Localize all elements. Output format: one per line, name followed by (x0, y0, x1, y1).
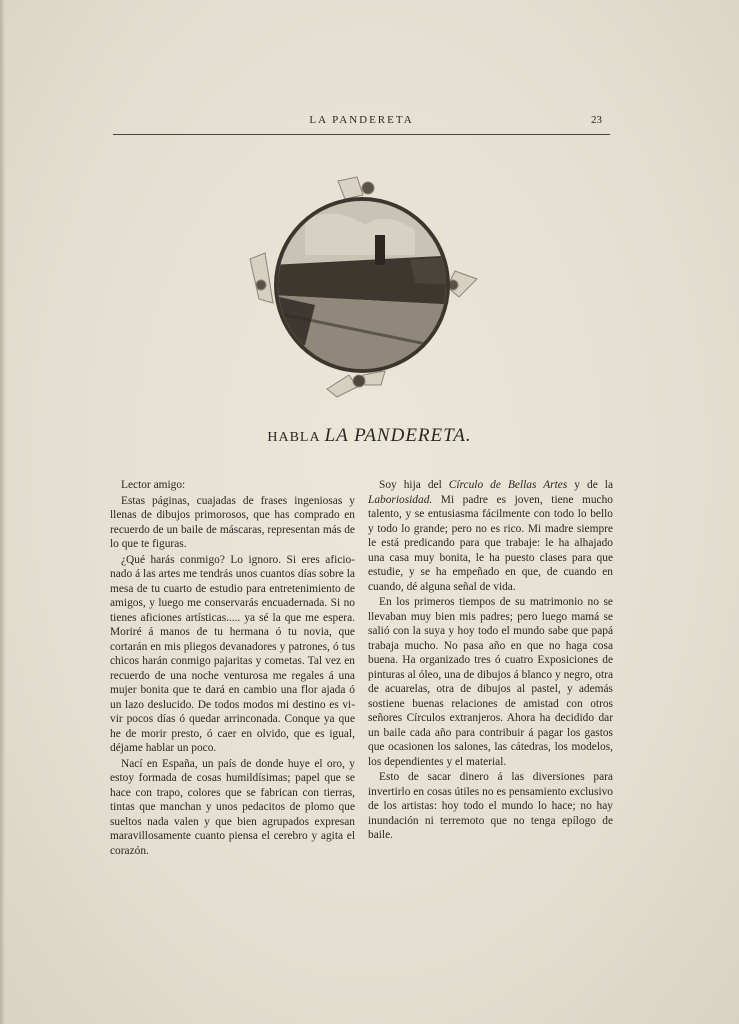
paragraph: Nací en España, un país de donde huye el oro, y estoy formada de cosas humildísimas; papel que se hace con trapo, colores que se fabrican con tierras, tintas que manchan y unos pedacitos de plomo que sueltos nada valen y que bien agrupados expresan maravillosamente cuanto piensa el cerebro y agita el corazón. (110, 757, 355, 857)
ribbon-top (338, 177, 374, 199)
tambourine-illustration (245, 175, 480, 400)
text-span: y de la (567, 479, 613, 491)
ribbon-bottom (327, 371, 385, 397)
left-column (110, 478, 355, 858)
text-span: Mi padre es joven, tiene mucho talento, y se entusiasma fácilmente con todo lo bello y todo lo grande; pero no es rico. Mi madre siempre le está predicando para que trabaje: le ha alhajado una casa muy bonita, le ha puesto clases para que estudie, y se ha empeñado en que, de cuando en cuando, dé alguna señal de vida. (368, 493, 613, 593)
heading-title: LA PANDERETA. (324, 425, 472, 446)
right-column (368, 478, 613, 843)
paragraph: Estas páginas, cuajadas de frases ingeniosas y llenas de dibujos primorosos, que has comprado en recuerdo de un baile de máscaras, representan más de lo que te figuras. (110, 494, 355, 550)
italic-circulo: Círculo de Bellas Artes (448, 479, 568, 491)
text-span: Soy hija del (379, 479, 449, 491)
paragraph: En los primeros tiempos de su matrimonio no se llevaban muy bien mis padres; pero luego mamá se salió con la suya y hoy todo el mundo sabe que papá trabaja mucho. No pasa año en que no haga cosa buena. Ha organizado tres ó cuatro Exposiciones de pinturas al óleo, una de dibujos á blanco y negro, otra de acuarelas, otra de dibujos al pastel, y además sostiene buenas relaciones de amistad con otros señores Círculos extranjeros. Ahora ha decidido dar un baile cada año para contribuir á pagar los gastos que ocasionen los salones, las cátedras, los modelos, los dependientes y el material. (368, 596, 613, 768)
paragraph: Esto de sacar dinero á las diversiones para invertirlo en cosas útiles no es pensamiento exclusivo de los artistas: hoy todo el mundo lo hace; no hay inundación ni terremoto que no tenga epílogo de baile. (368, 771, 613, 841)
heading-prefix: HABLA (267, 430, 321, 445)
running-title: LA PANDERETA (309, 114, 414, 126)
page-number: 23 (591, 114, 602, 126)
salutation: Lector amigo: (121, 479, 186, 491)
ribbon-left (250, 253, 273, 303)
page-header (113, 112, 610, 135)
page-binding-edge (0, 0, 6, 1024)
paragraph: ¿Qué harás conmigo? Lo ignoro. Si eres aficionado á las artes me tendrás unos cuantos días sobre la mesa de tu cuarto de estudio para entretenimiento de amigos, y luego me conservarás encuadernada. Si no tienes aficiones artísticas..... ya sé la que me espera. Moriré á manos de tu hermana ó tu novia, que cortarán en mis pliegos devanadores y patrones, ó tus chicos harán conmigo pajaritas y cometas. Tal vez en recuerdo de una noche venturosa me regales á una mujer bonita que te dará en cambio una flor ajada ó un lazo deslucido. De todos modos mi destino es vivir pocos días ó quedar arrinconada. Conque ya que he de morir presto, ó caer en olvido, que es igual, déjame hablar un poco. (110, 553, 355, 754)
ribbon-right (447, 271, 477, 297)
paragraph-first (368, 478, 613, 594)
article-heading (0, 425, 739, 447)
italic-laboriosidad: Laboriosidad. (368, 493, 433, 506)
